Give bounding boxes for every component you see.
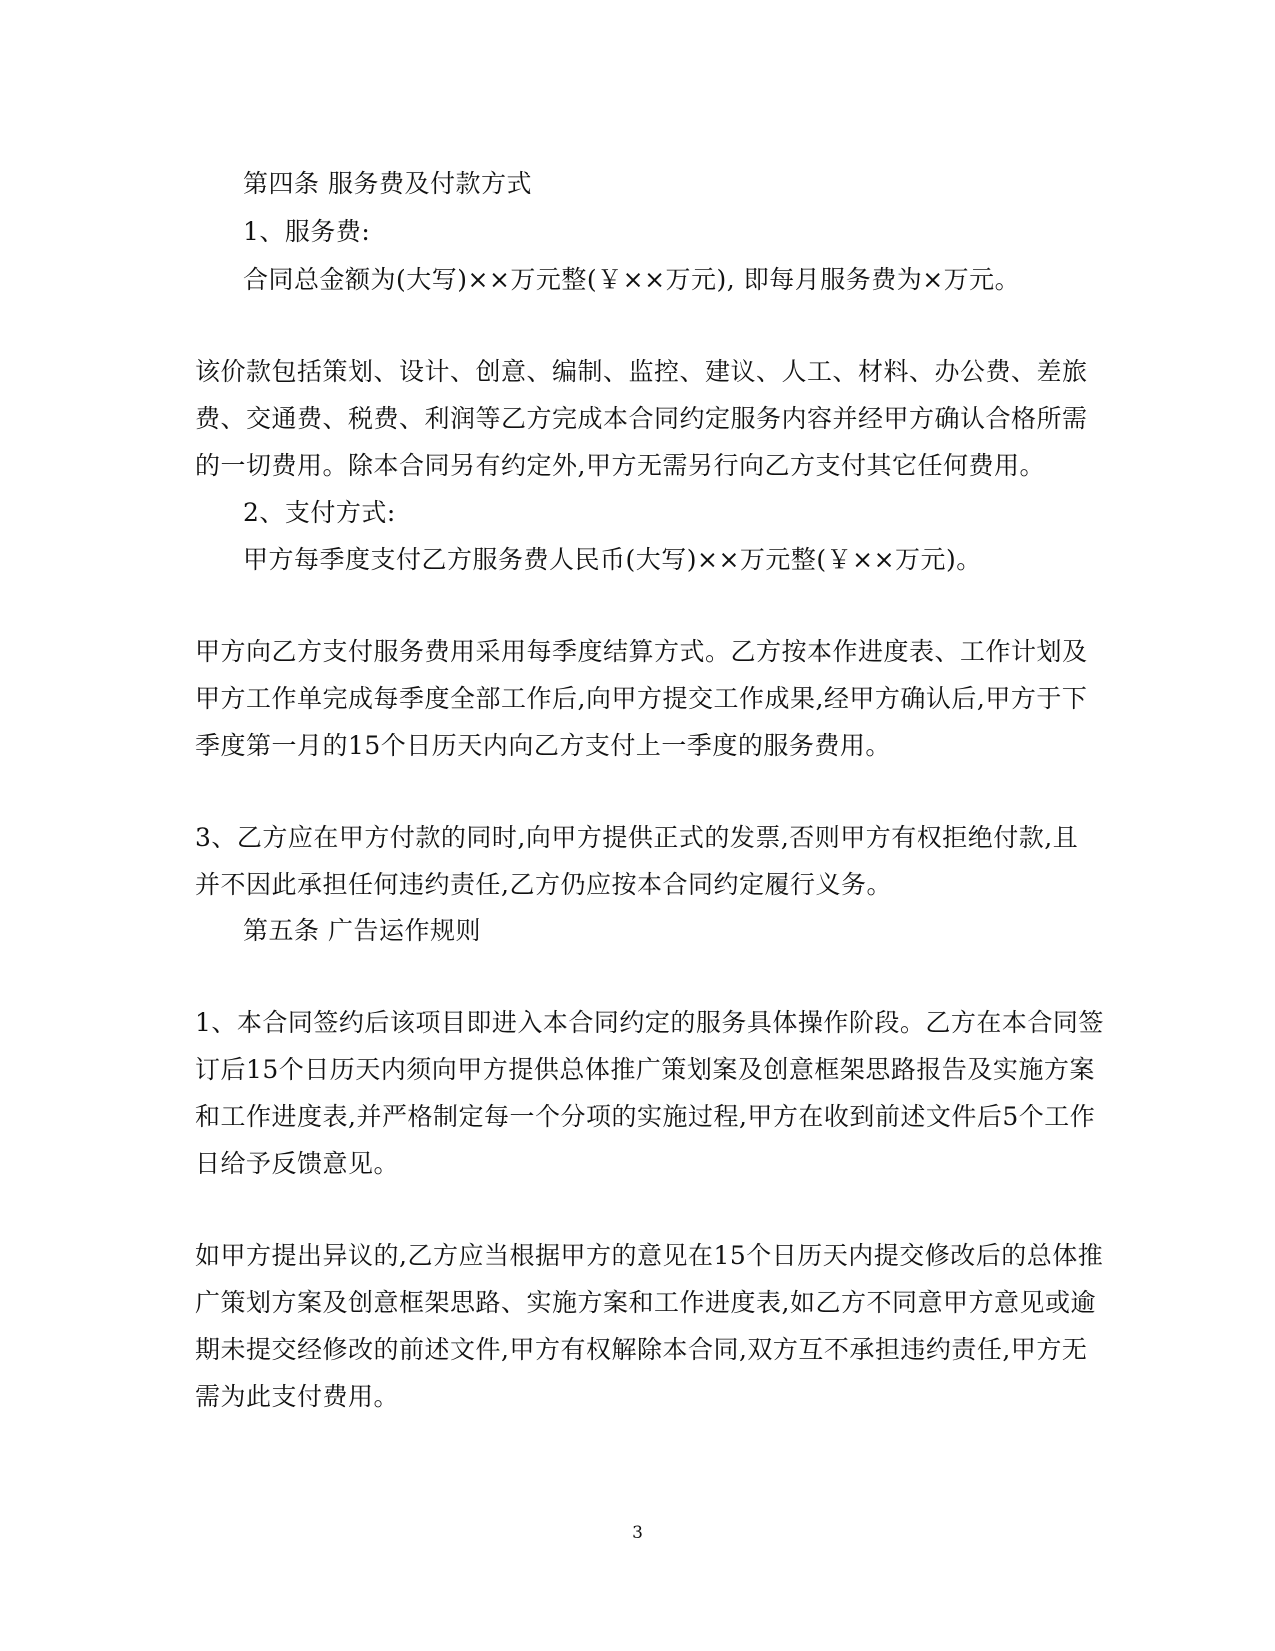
text-line: 甲方每季度支付乙方服务费人民币(大写)××万元整(￥××万元)。: [243, 545, 982, 574]
subheading-payment-method: 2、支付方式:: [243, 498, 396, 527]
text-line: 期未提交经修改的前述文件,甲方有权解除本合同,双方互不承担违约责任,甲方无: [195, 1335, 1088, 1364]
text-line: 并不因此承担任何违约责任,乙方仍应按本合同约定履行义务。: [195, 870, 892, 899]
text-line: 该价款包括策划、设计、创意、编制、监控、建议、人工、材料、办公费、差旅: [195, 357, 1088, 386]
text-line: 1、本合同签约后该项目即进入本合同约定的服务具体操作阶段。乙方在本合同签: [195, 1008, 1104, 1037]
text-line: 日给予反馈意见。: [195, 1149, 400, 1178]
text-line: 广策划方案及创意框架思路、实施方案和工作进度表,如乙方不同意甲方意见或逾: [195, 1288, 1096, 1317]
text-line: 合同总金额为(大写)××万元整(￥××万元), 即每月服务费为×万元。: [243, 265, 1021, 294]
text-line: 季度第一月的15个日历天内向乙方支付上一季度的服务费用。: [195, 731, 891, 760]
text-line: 甲方工作单完成每季度全部工作后,向甲方提交工作成果,经甲方确认后,甲方于下: [195, 684, 1088, 713]
text-line: 需为此支付费用。: [195, 1382, 400, 1411]
text-line: 和工作进度表,并严格制定每一个分项的实施过程,甲方在收到前述文件后5个工作: [195, 1102, 1096, 1131]
text-line: 的一切费用。除本合同另有约定外,甲方无需另行向乙方支付其它任何费用。: [195, 451, 1045, 480]
subheading-service-fee: 1、服务费:: [243, 217, 371, 246]
text-line: 如甲方提出异议的,乙方应当根据甲方的意见在15个日历天内提交修改后的总体推: [195, 1241, 1104, 1270]
text-line: 3、乙方应在甲方付款的同时,向甲方提供正式的发票,否则甲方有权拒绝付款,且: [195, 823, 1079, 852]
page-number: 3: [632, 1523, 643, 1543]
section-heading-article-4: 第四条 服务费及付款方式: [243, 169, 532, 198]
text-line: 订后15个日历天内须向甲方提供总体推广策划案及创意框架思路报告及实施方案: [195, 1055, 1095, 1084]
section-heading-article-5: 第五条 广告运作规则: [243, 916, 481, 945]
text-line: 甲方向乙方支付服务费用采用每季度结算方式。乙方按本作进度表、工作计划及: [195, 637, 1088, 666]
text-line: 费、交通费、税费、利润等乙方完成本合同约定服务内容并经甲方确认合格所需: [195, 404, 1088, 433]
